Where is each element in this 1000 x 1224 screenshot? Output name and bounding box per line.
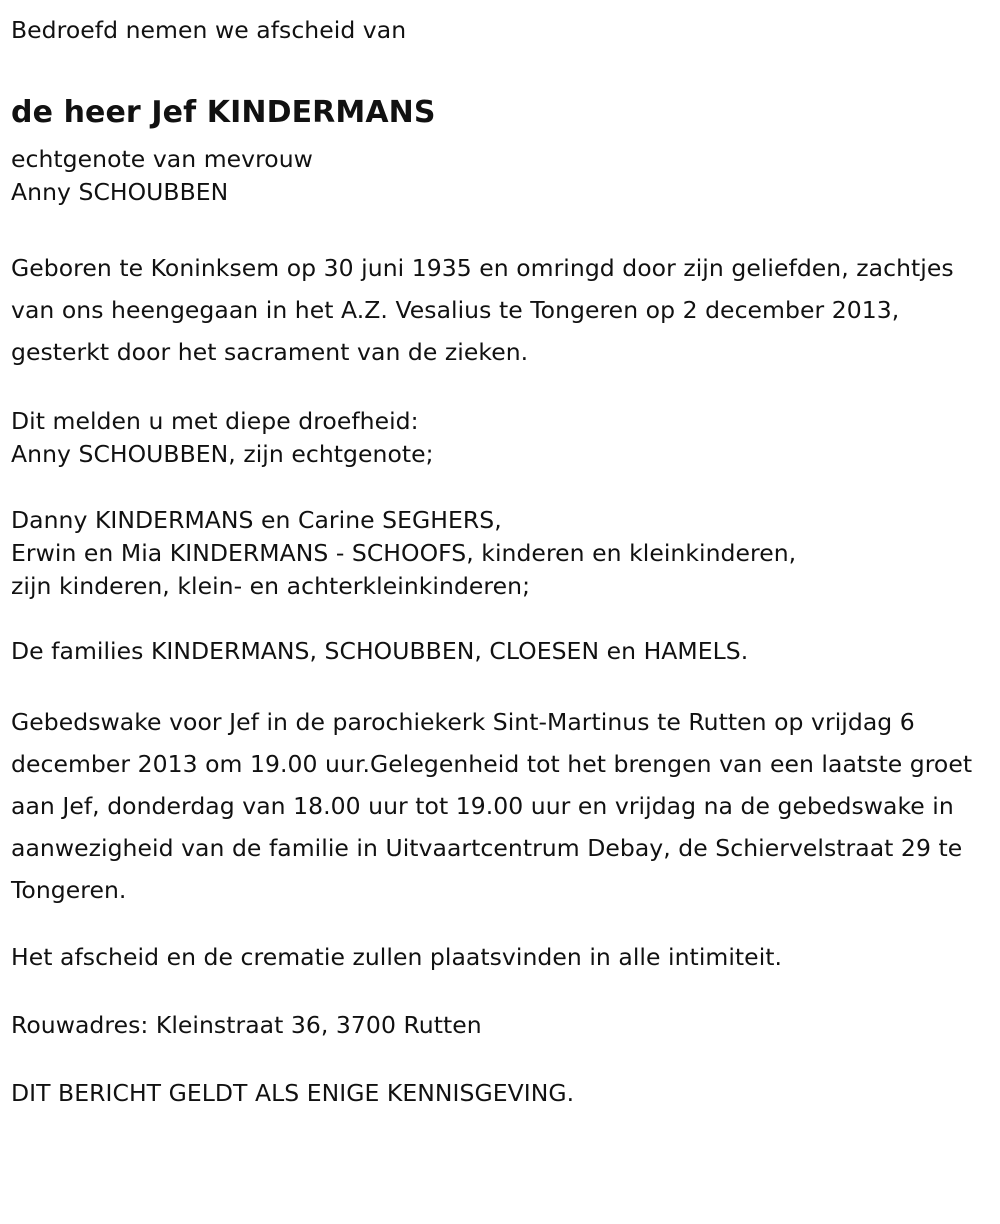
families-text: De families KINDERMANS, SCHOUBBEN, CLOESEN en HAMELS. (11, 637, 749, 665)
cremation-block (11, 941, 986, 974)
families-block (11, 635, 986, 668)
children-line: Danny KINDERMANS en Carine SEGHERS, (11, 506, 502, 534)
birth-death-block (11, 247, 986, 373)
children-line: Erwin en Mia KINDERMANS - SCHOOFS, kinderen en kleinkinderen, (11, 539, 797, 567)
announcement-widow: Anny SCHOUBBEN, zijn echtgenote; (11, 440, 434, 468)
announcement-block (11, 405, 986, 471)
mourning-address-text: Rouwadres: Kleinstraat 36, 3700 Rutten (11, 1011, 482, 1039)
birth-death-text: Geboren te Koninksem op 30 juni 1935 en omringd door zijn geliefden, zachtjes van ons heengegaan in het A.Z. Vesalius te Tongeren op 2 december 2013, gesterkt door het sacrament van de zieken. (11, 254, 954, 366)
intro-text: Bedroefd nemen we afscheid van (11, 16, 407, 44)
deceased-name: de heer Jef KINDERMANS (11, 95, 436, 130)
children-block (11, 504, 986, 603)
final-notice-text: DIT BERICHT GELDT ALS ENIGE KENNISGEVING. (11, 1079, 575, 1107)
intro-block (11, 14, 986, 47)
children-line: zijn kinderen, klein- en achterkleinkinderen; (11, 572, 531, 600)
announcement-header: Dit melden u met diepe droefheid: (11, 407, 419, 435)
cremation-text: Het afscheid en de crematie zullen plaatsvinden in alle intimiteit. (11, 943, 783, 971)
deceased-block (11, 93, 986, 209)
wake-block (11, 701, 986, 911)
final-notice-block (11, 1077, 986, 1110)
mourning-address-block (11, 1009, 986, 1042)
spouse-name: Anny SCHOUBBEN (11, 178, 229, 206)
wake-text: Gebedswake voor Jef in de parochiekerk Sint-Martinus te Rutten op vrijdag 6 december 2013 om 19.00 uur.Gelegenheid tot het brengen van een laatste groet aan Jef, donderdag van 18.00 uur tot 19.00 uur en vrijdag na de gebedswake in aanwezigheid van de familie in Uitvaartcentrum Debay, de Schiervelstraat 29 te Tongeren. (11, 708, 973, 904)
spouse-label: echtgenote van mevrouw (11, 145, 313, 173)
